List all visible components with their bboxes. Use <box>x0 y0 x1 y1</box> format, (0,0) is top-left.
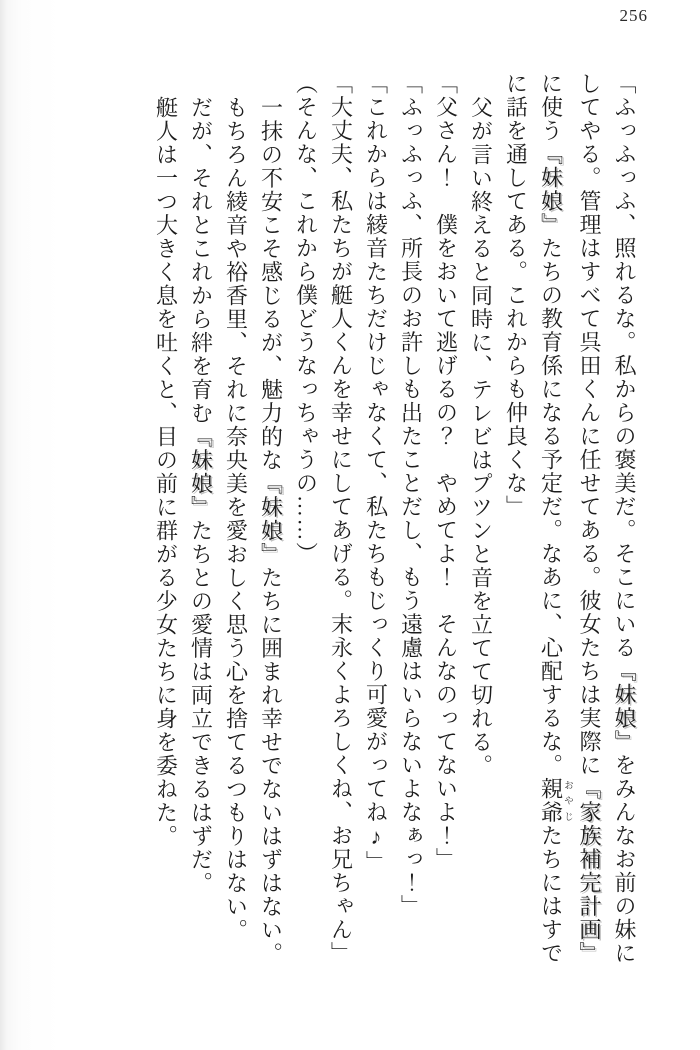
text-line: 「これからは綾音たちだけじゃなくて、私たちもじっくり可愛がってね♪」 <box>363 72 389 874</box>
text-line: 「ふっふっふ、照れるな。私からの褒美だ。そこにいる『妹娘』をみんなお前の妹に <box>612 72 637 965</box>
text-line: に話を通してある。これからも仲良くな」 <box>503 72 529 519</box>
text-line: だが、それとこれから絆を育む『妹娘』たちとの愛情は両立できるはずだ。 <box>188 95 214 895</box>
emphasized-term: 『妹娘』 <box>612 659 637 754</box>
text-line: 「父さん！ 僕をおいて逃げるの？ やめてよ！ そんなのってないよ！」 <box>433 72 459 871</box>
text-line: してやる。管理はすべて呉田くんに任せてある。彼女たちは実際に『家族補完計画』 <box>577 72 602 965</box>
text-line: 父が言い終えると同時に、テレビはプツンと音を立てて切れる。 <box>468 95 494 777</box>
text-line: に使う『妹娘』たちの教育係になる予定だ。なあに、心配するな。親爺おやじたちにはすで <box>538 72 572 965</box>
text-line: 「大丈夫、私たちが艇人くんを幸せにしてあげる。末永くよろしくね、お兄ちゃん」 <box>328 72 354 965</box>
page-number: 256 <box>619 6 648 25</box>
emphasized-term: 『妹娘』 <box>538 142 564 237</box>
text-line: 「ふっふっふ、所長のお許しも出たことだし、もう遠慮はいらないよなぁっ！」 <box>398 72 424 918</box>
text-line: もちろん綾音や裕香里、それに奈央美を愛おしく思う心を捨てるつもりはない。 <box>223 95 249 942</box>
furigana-ruby: 親爺おやじ <box>538 777 572 824</box>
emphasized-term: 『家族補完計画』 <box>577 777 602 965</box>
text-line: 艇人は一つ大きく息を吐くと、目の前に群がる少女たちに身を委ねた。 <box>153 95 179 848</box>
text-line: 一抹の不安こそ感じるが、魅力的な『妹娘』たちに囲まれ幸せでないはずはない。 <box>258 95 284 965</box>
main-text-block <box>149 72 643 990</box>
text-line: （そんな、これから僕どうなっちゃうの……） <box>293 72 319 566</box>
emphasized-term: 『妹娘』 <box>188 424 214 519</box>
emphasized-term: 『妹娘』 <box>258 471 284 566</box>
